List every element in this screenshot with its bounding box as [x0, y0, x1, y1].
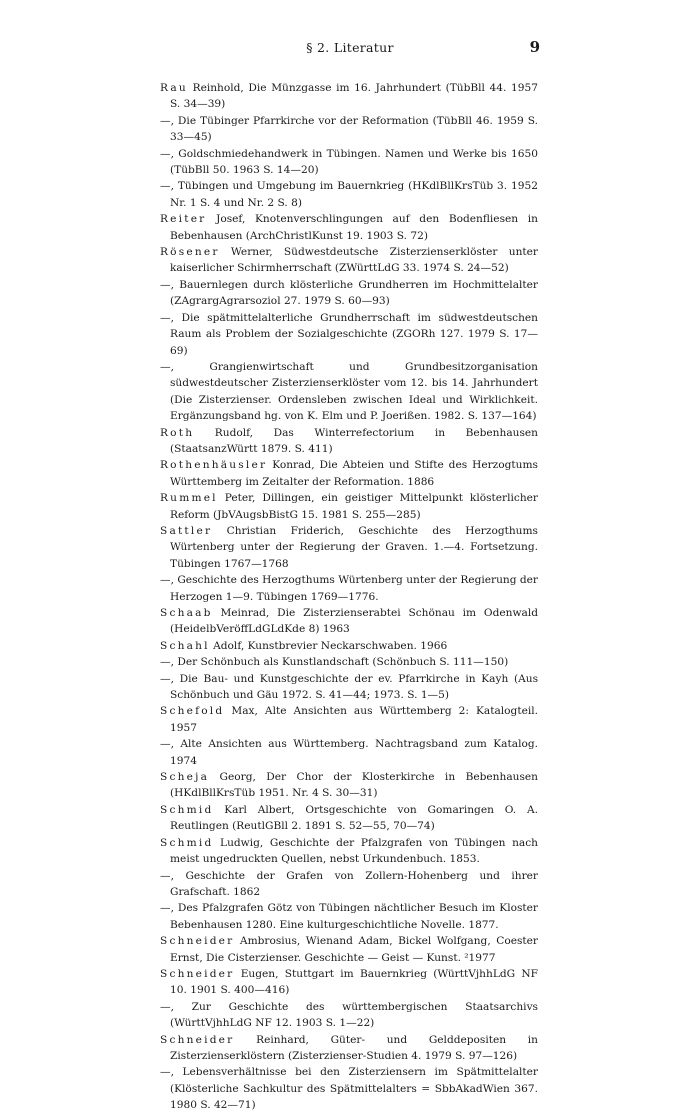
bibliography-entry [160, 802, 538, 835]
bibliography-entry [160, 654, 538, 670]
bibliography-entry [160, 244, 538, 277]
bibliography-entry [160, 490, 538, 523]
entry-text: —, Der Schönbuch als Kunstlandschaft (Schönbuch S. 111—150) [160, 656, 509, 669]
entry-text: Ambrosius, Wienand Adam, Bickel Wolfgang, Coester Ernst, Die Cisterzienser. Geschichte — Geist — Kunst. ²1977 [170, 935, 538, 964]
bibliography-entry [160, 277, 538, 310]
bibliography-entry [160, 703, 538, 736]
entry-text: Meinrad, Die Zisterzienserabtei Schönau im Odenwald (HeidelbVeröffLdGLdKde 8) 1963 [170, 607, 538, 636]
entry-text: —, Geschichte der Grafen von Zollern-Hohenberg und ihrer Grafschaft. 1862 [160, 869, 538, 898]
bibliography-entry [160, 999, 538, 1032]
bibliography-entry [160, 523, 538, 572]
bibliography-entry [160, 80, 538, 113]
bibliography-entry [160, 736, 538, 769]
entry-text: —, Zur Geschichte des württembergischen Staatsarchivs (WürttVjhhLdG NF 12. 1903 S. 1—22) [160, 1000, 538, 1030]
entry-author: Schahl [160, 639, 210, 652]
bibliography-list [160, 80, 538, 1114]
entry-text: —, Des Pfalzgrafen Götz von Tübingen nächtlicher Besuch im Kloster Bebenhausen 1280. Eine kulturgeschichtliche Novelle. 1877. [160, 902, 538, 931]
entry-author: Scheja [160, 771, 210, 784]
bibliography-entry [160, 900, 538, 933]
entry-text: Josef, Knotenverschlingungen auf den Bodenfliesen in Bebenhausen (ArchChristlKunst 19. 1903 S. 72) [170, 213, 538, 242]
page-number: 9 [529, 38, 540, 56]
bibliography-entry [160, 310, 538, 359]
entry-author: Schaab [160, 607, 213, 619]
bibliography-entry [160, 572, 538, 605]
bibliography-entry [160, 211, 538, 244]
bibliography-entry [160, 769, 538, 802]
entry-text: Werner, Südwestdeutsche Zisterzienserklöster unter kaiserlicher Schirmherrschaft (ZWürttLdG 33. 1974 S. 24—52) [170, 246, 538, 275]
entry-text: Adolf, Kunstbrevier Neckarschwaben. 1966 [209, 639, 448, 652]
bibliography-entry [160, 1064, 538, 1113]
bibliography-entry [160, 178, 538, 211]
bibliography-entry [160, 966, 538, 999]
bibliography-entry [160, 868, 538, 901]
bibliography-entry [160, 457, 538, 490]
entry-text: Konrad, Die Abteien und Stifte des Herzogtums Württemberg im Zeitalter der Reformation. 1886 [170, 459, 538, 488]
entry-author: Schneider [160, 967, 235, 980]
entry-text: Reinhard, Güter- und Gelddepositen in Zisterzienserklöstern (Zisterzienser-Studien 4. 1979 S. 97—126) [170, 1033, 538, 1062]
entry-text: Ludwig, Geschichte der Pfalzgrafen von Tübingen nach meist ungedruckten Quellen, nebst Urkundenbuch. 1853. [170, 836, 538, 866]
entry-author: Sattler [160, 524, 213, 537]
entry-text: Christian Friderich, Geschichte des Herzogthums Würtenberg unter der Regierung der Graven. 1.—4. Fortsetzung. Tübingen 1767—1768 [170, 524, 538, 570]
bibliography-entry [160, 359, 538, 425]
entry-text: Peter, Dillingen, ein geistiger Mittelpunkt klösterlicher Reform (JbVAugsbBistG 15. 1981 S. 255—285) [170, 492, 538, 521]
bibliography-entry [160, 1032, 538, 1065]
entry-author: Reiter [160, 213, 207, 226]
entry-text: —, Grangienwirtschaft und Grundbesitzorganisation südwestdeutscher Zisterzienserklöster vom 12. bis 14. Jahrhundert (Die Zisterzienser. Ordensleben zwischen Ideal und Wirklichkeit. Ergänzungsband hg. von K. Elm und P. Joerißen. 1982. S. 137—164) [160, 360, 538, 423]
entry-text: Rudolf, Das Winterrefectorium in Bebenhausen (StaatsanzWürtt 1879. S. 411) [170, 426, 538, 455]
entry-text: —, Bauernlegen durch klösterliche Grundherren im Hochmittelalter (ZAgrargAgrarsoziol 27. 1979 S. 60—93) [160, 278, 538, 308]
entry-author: Rummel [160, 492, 218, 505]
entry-text: —, Lebensverhältnisse bei den Zisterziensern im Spätmittelalter (Klösterliche Sachkultur des Spätmittelalters = SbbAkadWien 367. 1980 S. 42—71) [160, 1066, 538, 1112]
entry-text: —, Die Tübinger Pfarrkirche vor der Reformation (TübBll 46. 1959 S. 33—45) [160, 114, 538, 144]
entry-text: —, Goldschmiedehandwerk in Tübingen. Namen und Werke bis 1650 (TübBll 50. 1963 S. 14—20) [160, 147, 538, 177]
entry-author: Rösener [160, 246, 220, 259]
entry-author: Schneider [160, 1033, 235, 1046]
entry-text: Karl Albert, Ortsgeschichte von Gomaringen O. A. Reutlingen (ReutlGBll 2. 1891 S. 52—55, 70—74) [170, 803, 538, 833]
bibliography-entry [160, 605, 538, 638]
entry-text: Eugen, Stuttgart im Bauernkrieg (WürttVjhhLdG NF 10. 1901 S. 400—416) [170, 967, 538, 997]
bibliography-entry [160, 933, 538, 966]
entry-text: —, Die spätmittelalterliche Grundherrschaft im südwestdeutschen Raum als Problem der Sozialgeschichte (ZGORh 127. 1979 S. 17—69) [160, 311, 538, 357]
bibliography-entry [160, 638, 538, 654]
bibliography-entry [160, 425, 538, 458]
bibliography-entry [160, 146, 538, 179]
entry-text: Max, Alte Ansichten aus Württemberg 2: Katalogteil. 1957 [170, 705, 538, 734]
bibliography-entry [160, 113, 538, 146]
entry-author: Schmid [160, 836, 214, 849]
section-title: § 2. Literatur [306, 40, 394, 55]
entry-author: Schefold [160, 705, 225, 718]
bibliography-entry [160, 835, 538, 868]
entry-text: Reinhold, Die Münzgasse im 16. Jahrhundert (TübBll 44. 1957 S. 34—39) [170, 82, 538, 111]
entry-author: Schneider [160, 935, 235, 948]
entry-text: —, Alte Ansichten aus Württemberg. Nachtragsband zum Katalog. 1974 [160, 738, 538, 767]
entry-author: Rau [160, 82, 188, 94]
page-header [0, 40, 700, 62]
entry-text: —, Die Bau- und Kunstgeschichte der ev. Pfarrkirche in Kayh (Aus Schönbuch und Gäu 1972. S. 41—44; 1973. S. 1—5) [160, 672, 538, 702]
entry-text: —, Geschichte des Herzogthums Würtenberg unter der Regierung der Herzogen 1—9. Tübingen 1769—1776. [160, 574, 538, 603]
entry-author: Rothenhäusler [160, 459, 268, 472]
entry-text: Georg, Der Chor der Klosterkirche in Bebenhausen (HKdlBllKrsTüb 1951. Nr. 4 S. 30—31) [170, 771, 538, 800]
entry-author: Roth [160, 426, 195, 439]
bibliography-entry [160, 671, 538, 704]
entry-text: —, Tübingen und Umgebung im Bauernkrieg (HKdlBllKrsTüb 3. 1952 Nr. 1 S. 4 und Nr. 2 S. 8) [160, 180, 538, 209]
entry-author: Schmid [160, 803, 214, 816]
